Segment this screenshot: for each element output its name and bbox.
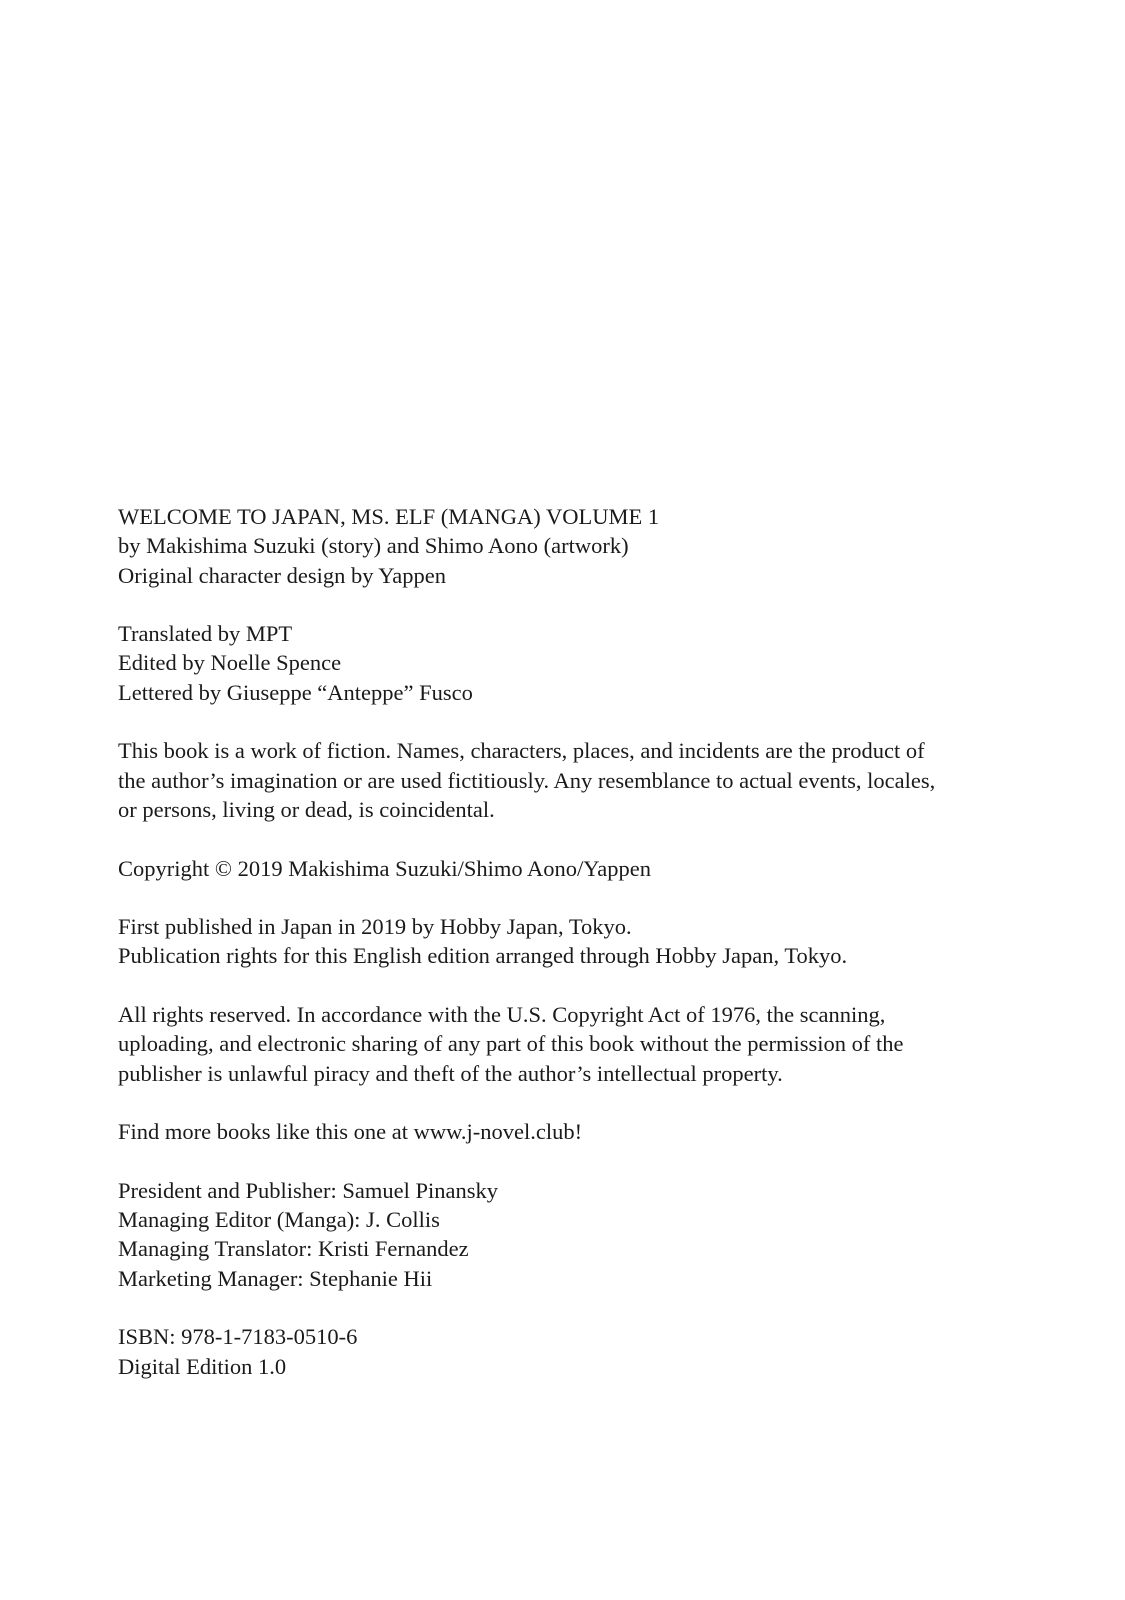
- authors-line: by Makishima Suzuki (story) and Shimo Aono (artwork): [118, 533, 629, 559]
- fiction-notice-line: the author’s imagination or are used fictitiously. Any resemblance to actual events, locales,: [118, 767, 936, 793]
- fiction-notice-line: This book is a work of fiction. Names, characters, places, and incidents are the product of: [118, 738, 925, 764]
- isbn-line: ISBN: 978-1-7183-0510-6: [118, 1324, 358, 1350]
- rights-notice-line: uploading, and electronic sharing of any part of this book without the permission of the: [118, 1031, 904, 1057]
- translator-credit: Translated by MPT: [118, 621, 293, 647]
- edition-paragraph: [118, 1322, 1018, 1381]
- fiction-notice-line: or persons, living or dead, is coincidental.: [118, 796, 495, 822]
- credits-paragraph: [118, 619, 1018, 707]
- website-paragraph: [118, 1117, 1018, 1146]
- first-published-line: First published in Japan in 2019 by Hobby Japan, Tokyo.: [118, 914, 632, 940]
- president-line: President and Publisher: Samuel Pinansky: [118, 1177, 498, 1203]
- rights-notice-line: All rights reserved. In accordance with the U.S. Copyright Act of 1976, the scanning,: [118, 1002, 886, 1028]
- fiction-notice-paragraph: [118, 736, 1018, 824]
- publication-rights-line: Publication rights for this English edition arranged through Hobby Japan, Tokyo.: [118, 943, 848, 969]
- managing-editor-line: Managing Editor (Manga): J. Collis: [118, 1207, 440, 1233]
- marketing-manager-line: Marketing Manager: Stephanie Hii: [118, 1265, 433, 1291]
- staff-paragraph: [118, 1176, 1018, 1293]
- publication-paragraph: [118, 912, 1018, 971]
- rights-notice-paragraph: [118, 1000, 1018, 1088]
- editor-credit: Edited by Noelle Spence: [118, 650, 342, 676]
- copyright-paragraph: [118, 854, 1018, 883]
- managing-translator-line: Managing Translator: Kristi Fernandez: [118, 1236, 469, 1262]
- copyright-line: Copyright © 2019 Makishima Suzuki/Shimo Aono/Yappen: [118, 855, 651, 881]
- website-line: Find more books like this one at www.j-novel.club!: [118, 1119, 583, 1145]
- letterer-credit: Lettered by Giuseppe “Anteppe” Fusco: [118, 679, 473, 705]
- book-title: WELCOME TO JAPAN, MS. ELF (MANGA) VOLUME 1: [118, 504, 660, 529]
- copyright-text-block: [118, 502, 1018, 1381]
- character-design-line: Original character design by Yappen: [118, 562, 447, 588]
- title-paragraph: [118, 502, 1018, 590]
- digital-edition-line: Digital Edition 1.0: [118, 1353, 287, 1379]
- rights-notice-line: publisher is unlawful piracy and theft of the author’s intellectual property.: [118, 1060, 783, 1086]
